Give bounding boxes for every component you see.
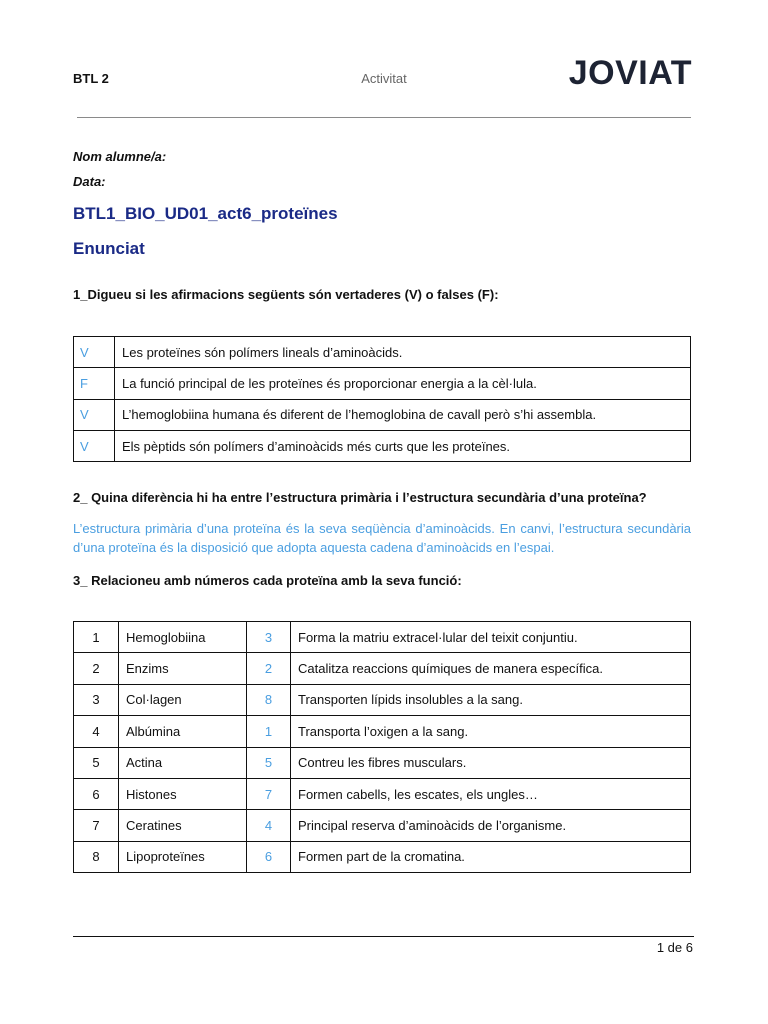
answer-mark: V [74,430,115,461]
protein-name: Lipoproteïnes [119,841,247,872]
protein-name: Ceratines [119,810,247,841]
table-row [74,747,691,778]
answer-mark: V [74,337,115,368]
table-row [74,430,691,461]
matched-number: 2 [247,653,291,684]
table-row [74,368,691,399]
true-false-table [73,336,691,462]
table-row [74,653,691,684]
protein-number: 3 [74,684,119,715]
header-center-label: Activitat [361,71,407,86]
protein-function: Principal reserva d’aminoàcids de l’organisme. [291,810,691,841]
student-name-label: Nom alumne/a: [73,149,167,164]
protein-function: Formen part de la cromatina. [291,841,691,872]
protein-number: 7 [74,810,119,841]
protein-number: 8 [74,841,119,872]
question-3: 3_ Relacioneu amb números cada proteïna amb la seva funció: [73,573,462,588]
matching-table [73,621,691,873]
statement-text: La funció principal de les proteïnes és proporcionar energia a la cèl·lula. [115,368,691,399]
protein-function: Transporta l’oxigen a la sang. [291,716,691,747]
protein-function: Forma la matriu extracel·lular del teixit conjuntiu. [291,622,691,653]
matched-number: 1 [247,716,291,747]
question-1: 1_Digueu si les afirmacions següents són vertaderes (V) o falses (F): [73,287,499,302]
protein-function: Formen cabells, les escates, els ungles… [291,778,691,809]
protein-name: Hemoglobiina [119,622,247,653]
protein-function: Transporten lípids insolubles a la sang. [291,684,691,715]
table-row [74,810,691,841]
protein-name: Actina [119,747,247,778]
table-row [74,399,691,430]
matched-number: 7 [247,778,291,809]
header-code: BTL 2 [73,71,109,86]
statement-text: Els pèptids són polímers d’aminoàcids més curts que les proteïnes. [115,430,691,461]
statement-text: L’hemoglobiina humana és diferent de l’hemoglobina de cavall però s’hi assembla. [115,399,691,430]
protein-function: Catalitza reaccions químiques de manera específica. [291,653,691,684]
protein-function: Contreu les fibres musculars. [291,747,691,778]
protein-number: 1 [74,622,119,653]
footer-divider [73,936,694,937]
matched-number: 5 [247,747,291,778]
protein-name: Histones [119,778,247,809]
answer-mark: V [74,399,115,430]
protein-number: 6 [74,778,119,809]
protein-name: Enzims [119,653,247,684]
protein-number: 4 [74,716,119,747]
table-row [74,716,691,747]
matched-number: 6 [247,841,291,872]
table-row [74,778,691,809]
table-row [74,622,691,653]
page-number: 1 de 6 [656,940,693,955]
table-row [74,337,691,368]
header-divider [77,117,691,118]
answer-mark: F [74,368,115,399]
section-heading: Enunciat [73,239,145,258]
protein-name: Col·lagen [119,684,247,715]
statement-text: Les proteïnes són polímers lineals d’aminoàcids. [115,337,691,368]
joviat-logo: JOVIAT [568,54,692,92]
protein-number: 2 [74,653,119,684]
table-row [74,841,691,872]
matched-number: 8 [247,684,291,715]
matched-number: 4 [247,810,291,841]
matched-number: 3 [247,622,291,653]
question-2-answer: L’estructura primària d’una proteïna és la seva seqüència d’aminoàcids. En canvi, l’estructura secundària d’una proteïna és la disposició que adopta aquesta cadena d’aminoàcids en l’espai. [73,521,691,555]
date-label: Data: [73,174,106,189]
protein-number: 5 [74,747,119,778]
table-row [74,684,691,715]
document-title: BTL1_BIO_UD01_act6_proteïnes [73,204,338,223]
question-2: 2_ Quina diferència hi ha entre l’estructura primària i l’estructura secundària d’una proteïna? [73,490,647,505]
protein-name: Albúmina [119,716,247,747]
